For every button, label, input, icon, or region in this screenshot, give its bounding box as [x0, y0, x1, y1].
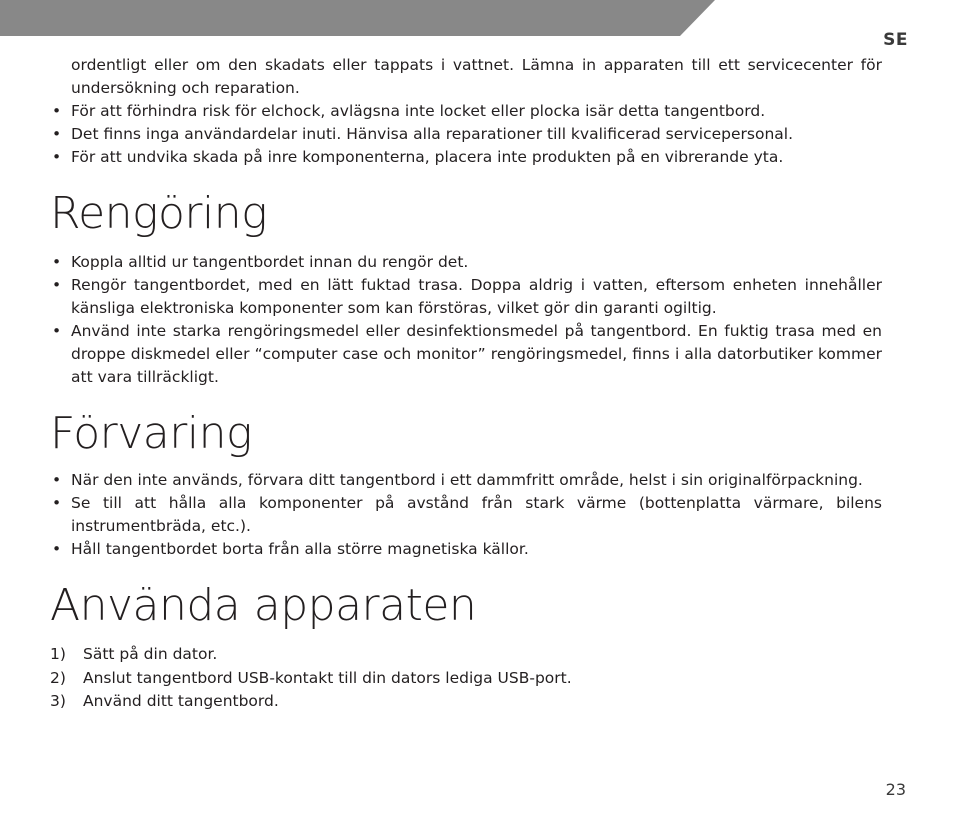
- step-text: Använd ditt tangentbord.: [83, 692, 279, 710]
- header-band: [0, 0, 954, 36]
- header-band-shape: [0, 0, 715, 36]
- list-item: [50, 643, 882, 667]
- list-item: • Se till att hålla alla komponenter på avstånd från stark värme (bottenplatta värmare, bilens instrumentbräda, etc.).: [50, 492, 882, 538]
- page-content: [50, 54, 882, 714]
- list-item: • För att undvika skada på inre komponenterna, placera inte produkten på en vibrerande yta.: [50, 146, 882, 169]
- step-number: 1): [50, 645, 66, 663]
- step-number: 3): [50, 692, 66, 710]
- section-title-storage: Förvaring: [50, 408, 252, 459]
- list-item: • Rengör tangentbordet, med en lätt fuktad trasa. Doppa aldrig i vatten, eftersom enheten innehåller känsliga elektroniska komponenter som kan förstöras, vilket gör din garanti ogiltig.: [50, 274, 882, 320]
- list-item: • Koppla alltid ur tangentbordet innan du rengör det.: [50, 251, 882, 274]
- list-item: [50, 667, 882, 691]
- intro-bullet-list: [50, 54, 882, 169]
- cleaning-bullet-list: [50, 251, 882, 389]
- page-number: 23: [885, 780, 906, 799]
- section-title-usage: Använda apparaten: [50, 580, 477, 631]
- language-tag: SE: [883, 30, 908, 50]
- list-item: • Håll tangentbordet borta från alla större magnetiska källor.: [50, 538, 882, 561]
- step-number: 2): [50, 668, 66, 687]
- step-text: Anslut tangentbord USB-kontakt till din dators lediga USB-port.: [83, 668, 572, 687]
- list-item: • Använd inte starka rengöringsmedel eller desinfektionsmedel på tangentbord. En fuktig trasa med en droppe diskmedel eller “computer case och monitor” rengöringsmedel, finns i alla datorbutiker kommer att vara tillräckligt.: [50, 320, 882, 389]
- section-title-cleaning: Rengöring: [50, 188, 267, 239]
- list-item: • Det finns inga användardelar inuti. Hänvisa alla reparationer till kvalificerad servicepersonal.: [50, 123, 882, 146]
- storage-bullet-list: [50, 469, 882, 561]
- list-item: ordentligt eller om den skadats eller tappats i vattnet. Lämna in apparaten till ett servicecenter för undersökning och reparation.: [71, 56, 882, 97]
- list-item: • För att förhindra risk för elchock, avlägsna inte locket eller plocka isär detta tangentbord.: [50, 100, 882, 123]
- list-item: • När den inte används, förvara ditt tangentbord i ett dammfritt område, helst i sin originalförpackning.: [50, 469, 882, 492]
- list-item: [50, 690, 882, 714]
- step-text: Sätt på din dator.: [83, 645, 218, 663]
- usage-step-list: [50, 643, 882, 714]
